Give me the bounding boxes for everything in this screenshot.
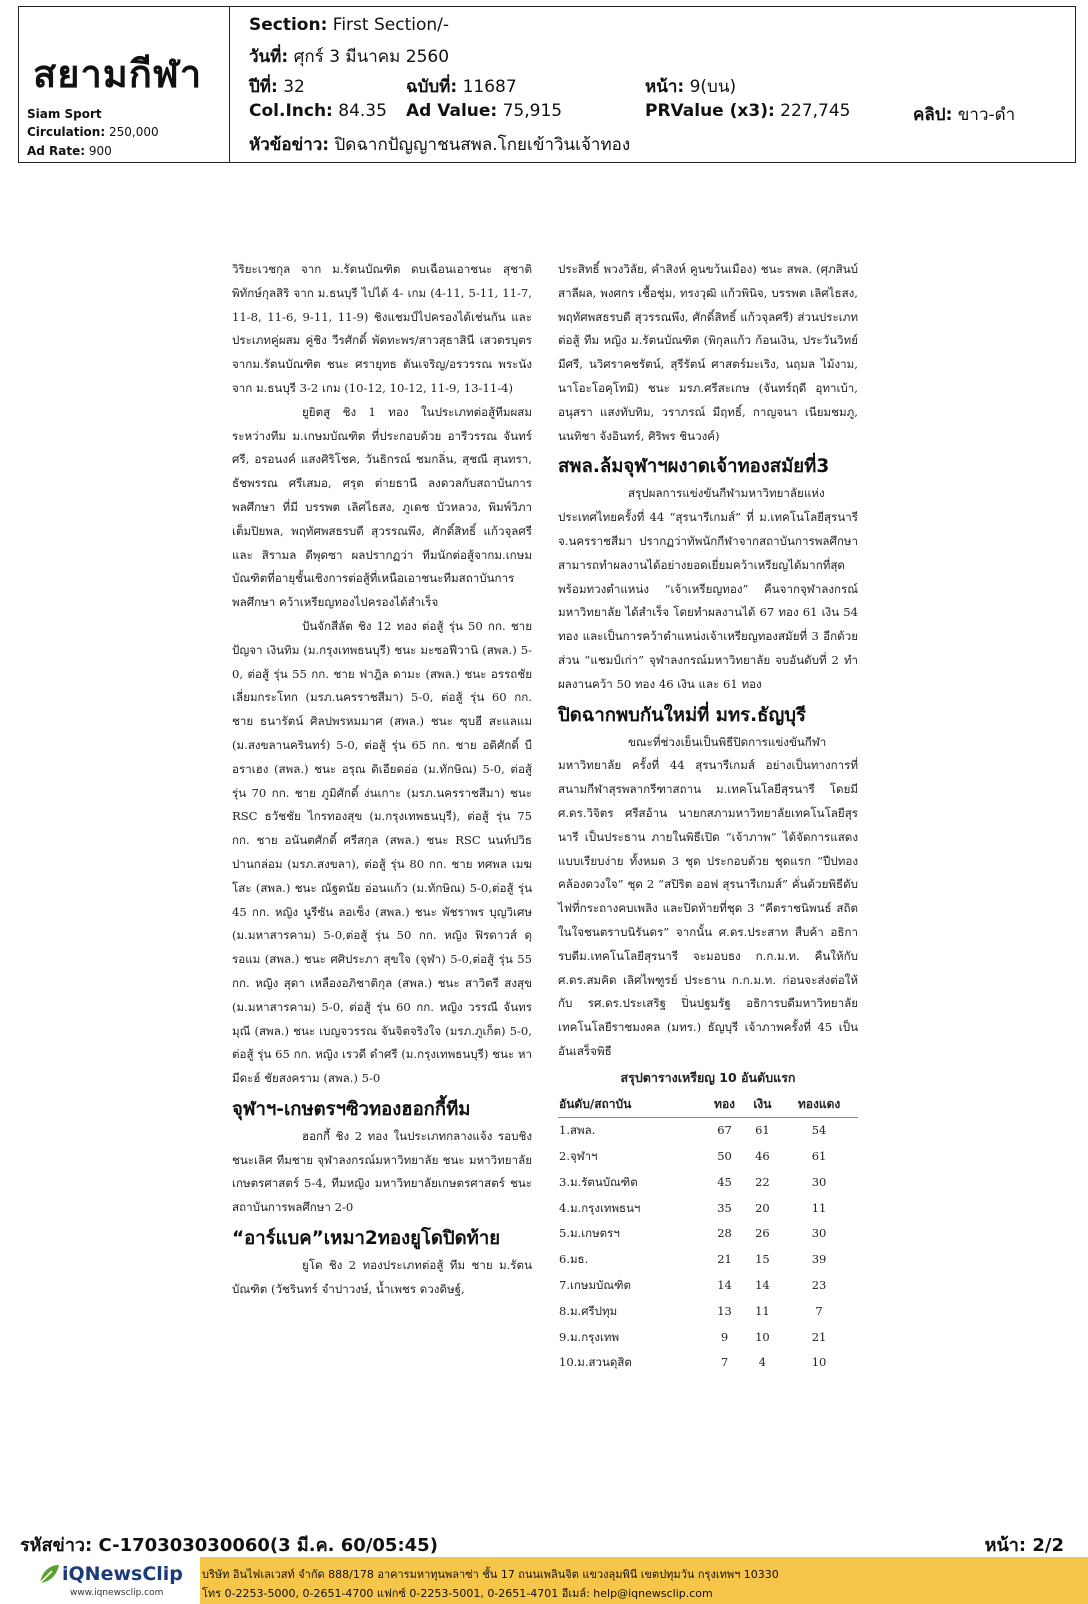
table-cell: 1.สพล. — [559, 1123, 596, 1138]
table-cell: 14 — [717, 1278, 732, 1293]
table-cell: 5.ม.เกษตรฯ — [559, 1226, 620, 1241]
article-paragraph: ปันจักสีลัต ชิง 12 ทอง ต่อสู้ รุ่น 50 กก. ชาย ปัญจา เงินทิม (ม.กรุงเทพธนบุรี) ชนะ มะซอฟีวานิ (สพล.) 5-0, ต่อสู้ รุ่น 55 กก. ชาย ฟาฎิล ดามะ (สพล.) ชนะ อรรถชัย เลี่ยมกระโทก (มรภ.นครราชสีมา) 5-0, ต่อสู้ รุ่น 60 กก. ชาย ธนารัตน์ ศิลปพรหมมาศ (สพล.) ชนะ ซุบฮี สะแลแม (ม.สงขลานครินทร์) 5-0, ต่อสู้ รุ่น 65 กก. ชาย อดิศักดิ์ บือราเฮง (สพล.) ชนะ อรุณ ดิเอียดอ่อ (ม.ทักษิณ) 5-0, ต่อสู้ รุ่น 70 กก. ชาย ภูมิศักดิ์ ง่นเกาะ (มรภ.นครราชสีมา) ชนะ RSC ธวัชชัย ไกรทองสุข (ม.กรุงเทพธนบุรี), ต่อสู้ รุ่น 75 กก. ชาย อนันตศักดิ์ ศรีสกุล (สพล.) ชนะ RSC นนท์ปวิธ ปานกล่อม (มรภ.สงขลา), ต่อสู้ รุ่น 80 กก. ชาย ทศพล เมฆโสะ (สพล.) ชนะ ณัฐดนัย อ่อนแก้ว (ม.ทักษิณ) 5-0,ต่อสู้ รุ่น 45 กก. หญิง นูรีซัน ลอเซ็ง (สพล.) ชนะ พัชราพร บุญวิเศษ (ม.มหาสารคาม) 5-0,ต่อสู้ รุ่น 50 กก. หญิง ฟิรดาวส์ ดุรอแม (สพล.) ชนะ ศศิประภา สุขใจ (จุฬา) 5-0,ต่อสู้ รุ่น 55 กก. หญิง สุดา เหลืองอภิชาติกุล (สพล.) ชนะ สาวิตรี สงสุข (ม.มหาสารคาม) 5-0, ต่อสู้ รุ่น 60 กก. หญิง วรรณี จันทรมุณี (สพล.) ชนะ เบญจวรรณ จันจิตจริงใจ (มรภ.ภูเก็ต) 5-0, ต่อสู้ รุ่น 65 กก. หญิง เรวดี ดำศรี (ม.กรุงเทพธนบุรี) ชนะ หามีดะฮ์ ชัยสงคราม (สพล.) 5-0 — [232, 618, 532, 1086]
table-cell: 23 — [811, 1278, 827, 1293]
table-cell: 35 — [717, 1200, 732, 1215]
table-cell: 30 — [811, 1174, 827, 1189]
news-code: รหัสข่าว: C-170303030060(3 มี.ค. 60/05:45) — [20, 1535, 438, 1556]
circulation: Circulation: 250,000 — [27, 125, 159, 139]
article-clip — [232, 258, 860, 1428]
publication-logo: สยามกีฬา — [33, 52, 203, 96]
leaf-icon — [38, 1563, 60, 1585]
medal-table-caption: สรุปตารางเหรียญ 10 อันดับแรก — [620, 1069, 796, 1085]
table-cell: 9.ม.กรุงเทพ — [559, 1329, 620, 1344]
year-field: ปีที่: 32 — [249, 77, 305, 97]
table-cell: 8.ม.ศรีปทุม — [559, 1303, 618, 1318]
table-cell: 46 — [755, 1149, 770, 1164]
table-cell: 4 — [758, 1355, 767, 1370]
medal-table — [558, 1066, 858, 1377]
table-cell: 10 — [755, 1329, 770, 1344]
article-column-left — [232, 258, 532, 1302]
table-row — [558, 1273, 858, 1299]
colinch-field: Col.Inch: 84.35 — [249, 101, 387, 121]
table-cell: 11 — [811, 1200, 827, 1215]
publication-name: Siam Sport — [27, 107, 102, 121]
table-cell: 10 — [811, 1355, 827, 1370]
article-paragraph: ประสิทธิ์ พวงวิลัย, คำสิงห์ คูนขว้นเมือง) ชนะ สพล. (ศุภสินบ์ สาลีผล, พงศกร เชื้อชุ่ม, ทรงวุฒิ แก้วพินิจ, บรรพต เลิศไธสง, พฤทัศพสธรบดี สุวรรณพึง, ศักดิ์สิทธิ์ แก้วจุลศรี) ส่วนประเภทต่อสู้ ทีม หญิง ม.รัตนบัณฑิต (พิกุลแก้ว ก้อนเงิน, ประวันวิทย์ มีศรี, นวิศราคชรัตน์, สุรีรัตน์ ศาสตร์มะเริง, นฤมล ไม้งาม, นาโอะโอคุโทมิ) ชนะ มรภ.ศรีสะเกษ (จันทร์ฤดี อุทาเบ้า, อนุสรา แสงทับทิม, วราภรณ์ มีฤทธิ์, กาญจนา เนียมชมภู, นนทิชา จังอินทร์, ศิริพร ชินวงค์) — [558, 262, 858, 443]
table-cell: 2.จุฬาฯ — [559, 1149, 598, 1164]
date-field: วันที่: ศุกร์ 3 มีนาคม 2560 — [249, 47, 450, 67]
table-cell: 10.ม.สวนดุสิต — [559, 1355, 632, 1370]
footer-bar — [0, 1557, 1088, 1604]
table-cell: 15 — [755, 1252, 770, 1267]
table-cell: 7 — [815, 1303, 823, 1318]
table-cell: 22 — [755, 1174, 770, 1189]
article-paragraph: สรุปผลการแข่งขันกีฬามหาวิทยาลัยแห่งประเทศไทยครั้งที่ 44 “สุรนารีเกมส์” ที่ ม.เทคโนโลยีสุรนารี จ.นครราชสีมา ปรากฏว่าทัพนักกีฬาจากสถาบันการพลศึกษา สามารถทำผลงานได้อย่างยอดเยี่ยมคว้าเหรียญได้มากที่สุด พร้อมทวงตำแหน่ง “เจ้าเหรียญทอง” คืนจากจุฬาลงกรณ์มหาวิทยาลัย ได้สำเร็จ โดยทำผลงานได้ 67 ทอง 61 เงิน 54 ทอง และเป็นการคว้าตำแหน่งเจ้าเหรียญทองสมัยที่ 3 อีกด้วย ส่วน “แชมป์เก่า” จุฬาลงกรณ์มหาวิทยาลัย จบอันดับที่ 2 ทำผลงานคว้า 50 ทอง 46 เงิน และ 61 ทอง — [558, 486, 858, 691]
iqnewsclip-logo[interactable] — [0, 1557, 200, 1604]
company-address: บริษัท อินไฟเลเวสท์ จำกัด 888/178 อาคารมหาทุนพลาซ่า ชั้น 17 ถนนเพลินจิต แขวงลุมพินี เขตปทุมวัน กรุงเทพฯ 10330 — [202, 1568, 779, 1581]
table-cell: 21 — [717, 1252, 732, 1267]
article-subheading: สพล.ล้มจุฬาฯผงาดเจ้าทองสมัยที่3 — [558, 456, 830, 478]
clip-color-field: คลิป: ขาว-ดำ — [913, 105, 1016, 125]
table-cell: 3.ม.รัตนบัณฑิต — [559, 1174, 638, 1189]
logo-text: iQNewsClip — [62, 1563, 183, 1585]
table-cell: 14 — [755, 1278, 770, 1293]
article-paragraph: วิริยะเวชกุล จาก ม.รัตนบัณฑิต ดบเฉือนเอาชนะ สุชาติ พิทักษ์กุลสิริ จาก ม.ธนบุรี ไปได้ 4- เกม (4-11, 5-11, 11-7, 11-8, 11-6, 9-11, 11-9) ชิงแชมป์ไปครองได้เช่นกัน และประเภทคู่ผสม คู่ชิง วีรศักดิ์ พัดทะพร/สาวสุธาสินี เสวตรบุตร จากม.รัตนบัณฑิต ชนะ ศรายุทธ ตันเจริญ/อรวรรณ พระนัง จาก ม.ธนบุรี 3-2 เกม (10-12, 10-12, 11-9, 13-11-4) — [232, 262, 532, 395]
table-row — [558, 1170, 858, 1196]
column-header: อันดับ/สถาบัน — [558, 1092, 704, 1118]
table-cell: 7 — [720, 1355, 729, 1370]
table-cell: 21 — [811, 1329, 827, 1344]
table-cell: 26 — [755, 1226, 770, 1241]
table-row — [558, 1247, 858, 1273]
table-row — [558, 1221, 858, 1247]
table-row — [558, 1144, 858, 1170]
table-cell: 6.มธ. — [559, 1252, 589, 1267]
article-paragraph: ขณะที่ช่วงเย็นเป็นพิธีปิดการแข่งขันกีฬามหาวิทยาลัย ครั้งที่ 44 สุรนารีเกมส์ อย่างเป็นทางการที่สนามกีฬาสุรพลากรีฑาสถาน ม.เทคโนโลยีสุรนารี โดยมี ศ.ดร.วิจิตร ศรีสอ้าน นายกสภามหาวิทยาลัยเทคโนโลยีสุรนารี เป็นประธาน ภายในพิธีเปิด “เจ้าภาพ” ได้จัดการแสดงแบบเรียบง่าย ทั้งหมด 3 ชุด ประกอบด้วย ชุดแรก “ปีปทอง คล้องดวงใจ” ชุด 2 “สปิริต ออฟ สุรนารีเกมส์” คั่นด้วยพิธีดับไฟที่กระถางคบเพลิง และปิดท้ายที่ชุด 3 “คีตราชนิพนธ์ สถิตในใจชนตราบนิรันดร” จากนั้น ศ.ดร.ประสาท สืบค้า อธิการบดีม.เทคโนโลยีสุรนารี จะมอบธง ก.ก.ม.ท. คืนให้กับ ศ.ดร.สมคิด เลิศไพฑูรย์ ประธาน ก.ก.ม.ท. ก่อนจะส่งต่อให้กับ รศ.ดร.ประเสริฐ ปิ่นปฐมรัฐ อธิการบดีมหาวิทยาลัยเทคโนโลยีราชมงคล (มทร.) ธัญบุรี เจ้าภาพครั้งที่ 45 เป็นอันเสร็จพิธี — [558, 734, 858, 1058]
column-header: เงิน — [745, 1092, 780, 1118]
issue-field: ฉบับที่: 11687 — [406, 77, 517, 97]
page-field: หน้า: 9(บน) — [645, 77, 737, 97]
section-field: Section: First Section/- — [249, 15, 449, 35]
column-header: ทองแดง — [780, 1092, 858, 1118]
footer-page-number: หน้า: 2/2 — [984, 1535, 1064, 1556]
table-cell: 50 — [717, 1149, 732, 1164]
table-cell: 28 — [717, 1226, 732, 1241]
article-column-right — [558, 258, 858, 1376]
prvalue-field: PRValue (x3): 227,745 — [645, 101, 851, 121]
article-subheading: ปิดฉากพบกันใหม่ที่ มทร.ธัญบุรี — [558, 704, 806, 726]
table-cell: 9 — [720, 1329, 729, 1344]
column-header: ทอง — [704, 1092, 744, 1118]
ad-rate: Ad Rate: 900 — [27, 144, 112, 158]
table-row — [558, 1299, 858, 1325]
clip-metadata — [231, 7, 1075, 162]
headline-field: หัวข้อข่าว: ปิดฉากปัญญาชนสพล.โกยเข้าวินเจ้าทอง — [249, 135, 631, 155]
table-cell: 45 — [717, 1174, 732, 1189]
table-cell: 61 — [811, 1149, 827, 1164]
publication-panel — [19, 7, 230, 162]
table-row — [558, 1350, 858, 1376]
article-paragraph: ยูโด ชิง 2 ทองประเภทต่อสู้ ทีม ชาย ม.รัตนบัณฑิต (วัชรินทร์ จำปาวงษ์, น้ำเพชร ดวงดิษฐ์, — [232, 1258, 532, 1296]
table-cell: 67 — [717, 1123, 732, 1138]
table-cell: 7.เกษมบัณฑิต — [559, 1278, 632, 1293]
table-cell: 4.ม.กรุงเทพธนฯ — [559, 1200, 641, 1215]
company-contact: โทร 0-2253-5000, 0-2651-4700 แฟกซ์ 0-2253-5001, 0-2651-4701 อีเมล์: help@iqnewsclip.com — [202, 1587, 713, 1600]
table-cell: 13 — [717, 1303, 732, 1318]
table-cell: 20 — [755, 1200, 770, 1215]
article-paragraph: ยูยิตสู ชิง 1 ทอง ในประเภทต่อสู้ทีมผสมระหว่างทีม ม.เกษมบัณฑิต ที่ประกอบด้วย อารีวรรณ จันทร์ศรี, อรอนงค์ แสงศิริโชค, วันธิกรณ์ ชมกลิ่น, สุชณี สุนทรา, ธัชพรรณ ศรีเสมอ, ศรุต ต่ายธานี ลงดวลกับสถาบันการพลศึกษา ที่มี บรรพต เลิศไธสง, ภูเดช บัวหลวง, พิมพ์วิภา เต็มปิยพล, พฤทัศพสธรบดี สุวรรณพึง, ศักดิ์สิทธิ์ แก้วจุลศรี และ สิรามล ดีพุดซา ผลปรากฏว่า ทีมนักต่อสู้จากม.เกษมบัณฑิตที่อายุชั้นเชิงการต่อสู้ที่เหนือเอาชนะทีมสถาบันการพลศึกษา คว้าเหรียญทองไปครองได้สำเร็จ — [232, 404, 532, 610]
article-subheading: จุฬาฯ-เกษตรฯซิวทองฮอกกี้ทีม — [232, 1098, 471, 1120]
table-cell: 61 — [755, 1123, 770, 1138]
table-cell: 39 — [811, 1252, 827, 1267]
clip-header — [18, 6, 1076, 163]
logo-url: www.iqnewsclip.com — [70, 1588, 164, 1598]
advalue-field: Ad Value: 75,915 — [406, 101, 563, 121]
article-subheading: “อาร์แบค”เหมา2ทองยูโดปิดท้าย — [232, 1228, 501, 1250]
table-cell: 11 — [755, 1303, 770, 1318]
table-row — [558, 1118, 858, 1144]
table-row — [558, 1196, 858, 1222]
table-cell: 54 — [811, 1123, 827, 1138]
table-cell: 30 — [811, 1226, 827, 1241]
article-paragraph: ฮอกกี้ ชิง 2 ทอง ในประเภทกลางแจ้ง รอบชิงชนะเลิศ ทีมชาย จุฬาลงกรณ์มหาวิทยาลัย ชนะ มหาวิทยาลัยเกษตรศาสตร์ 5-4, ทีมหญิง มหาวิทยาลัยเกษตรศาสตร์ ชนะ สถาบันการพลศึกษา 2-0 — [232, 1128, 532, 1215]
table-row — [558, 1325, 858, 1351]
table-header-row — [558, 1092, 858, 1118]
